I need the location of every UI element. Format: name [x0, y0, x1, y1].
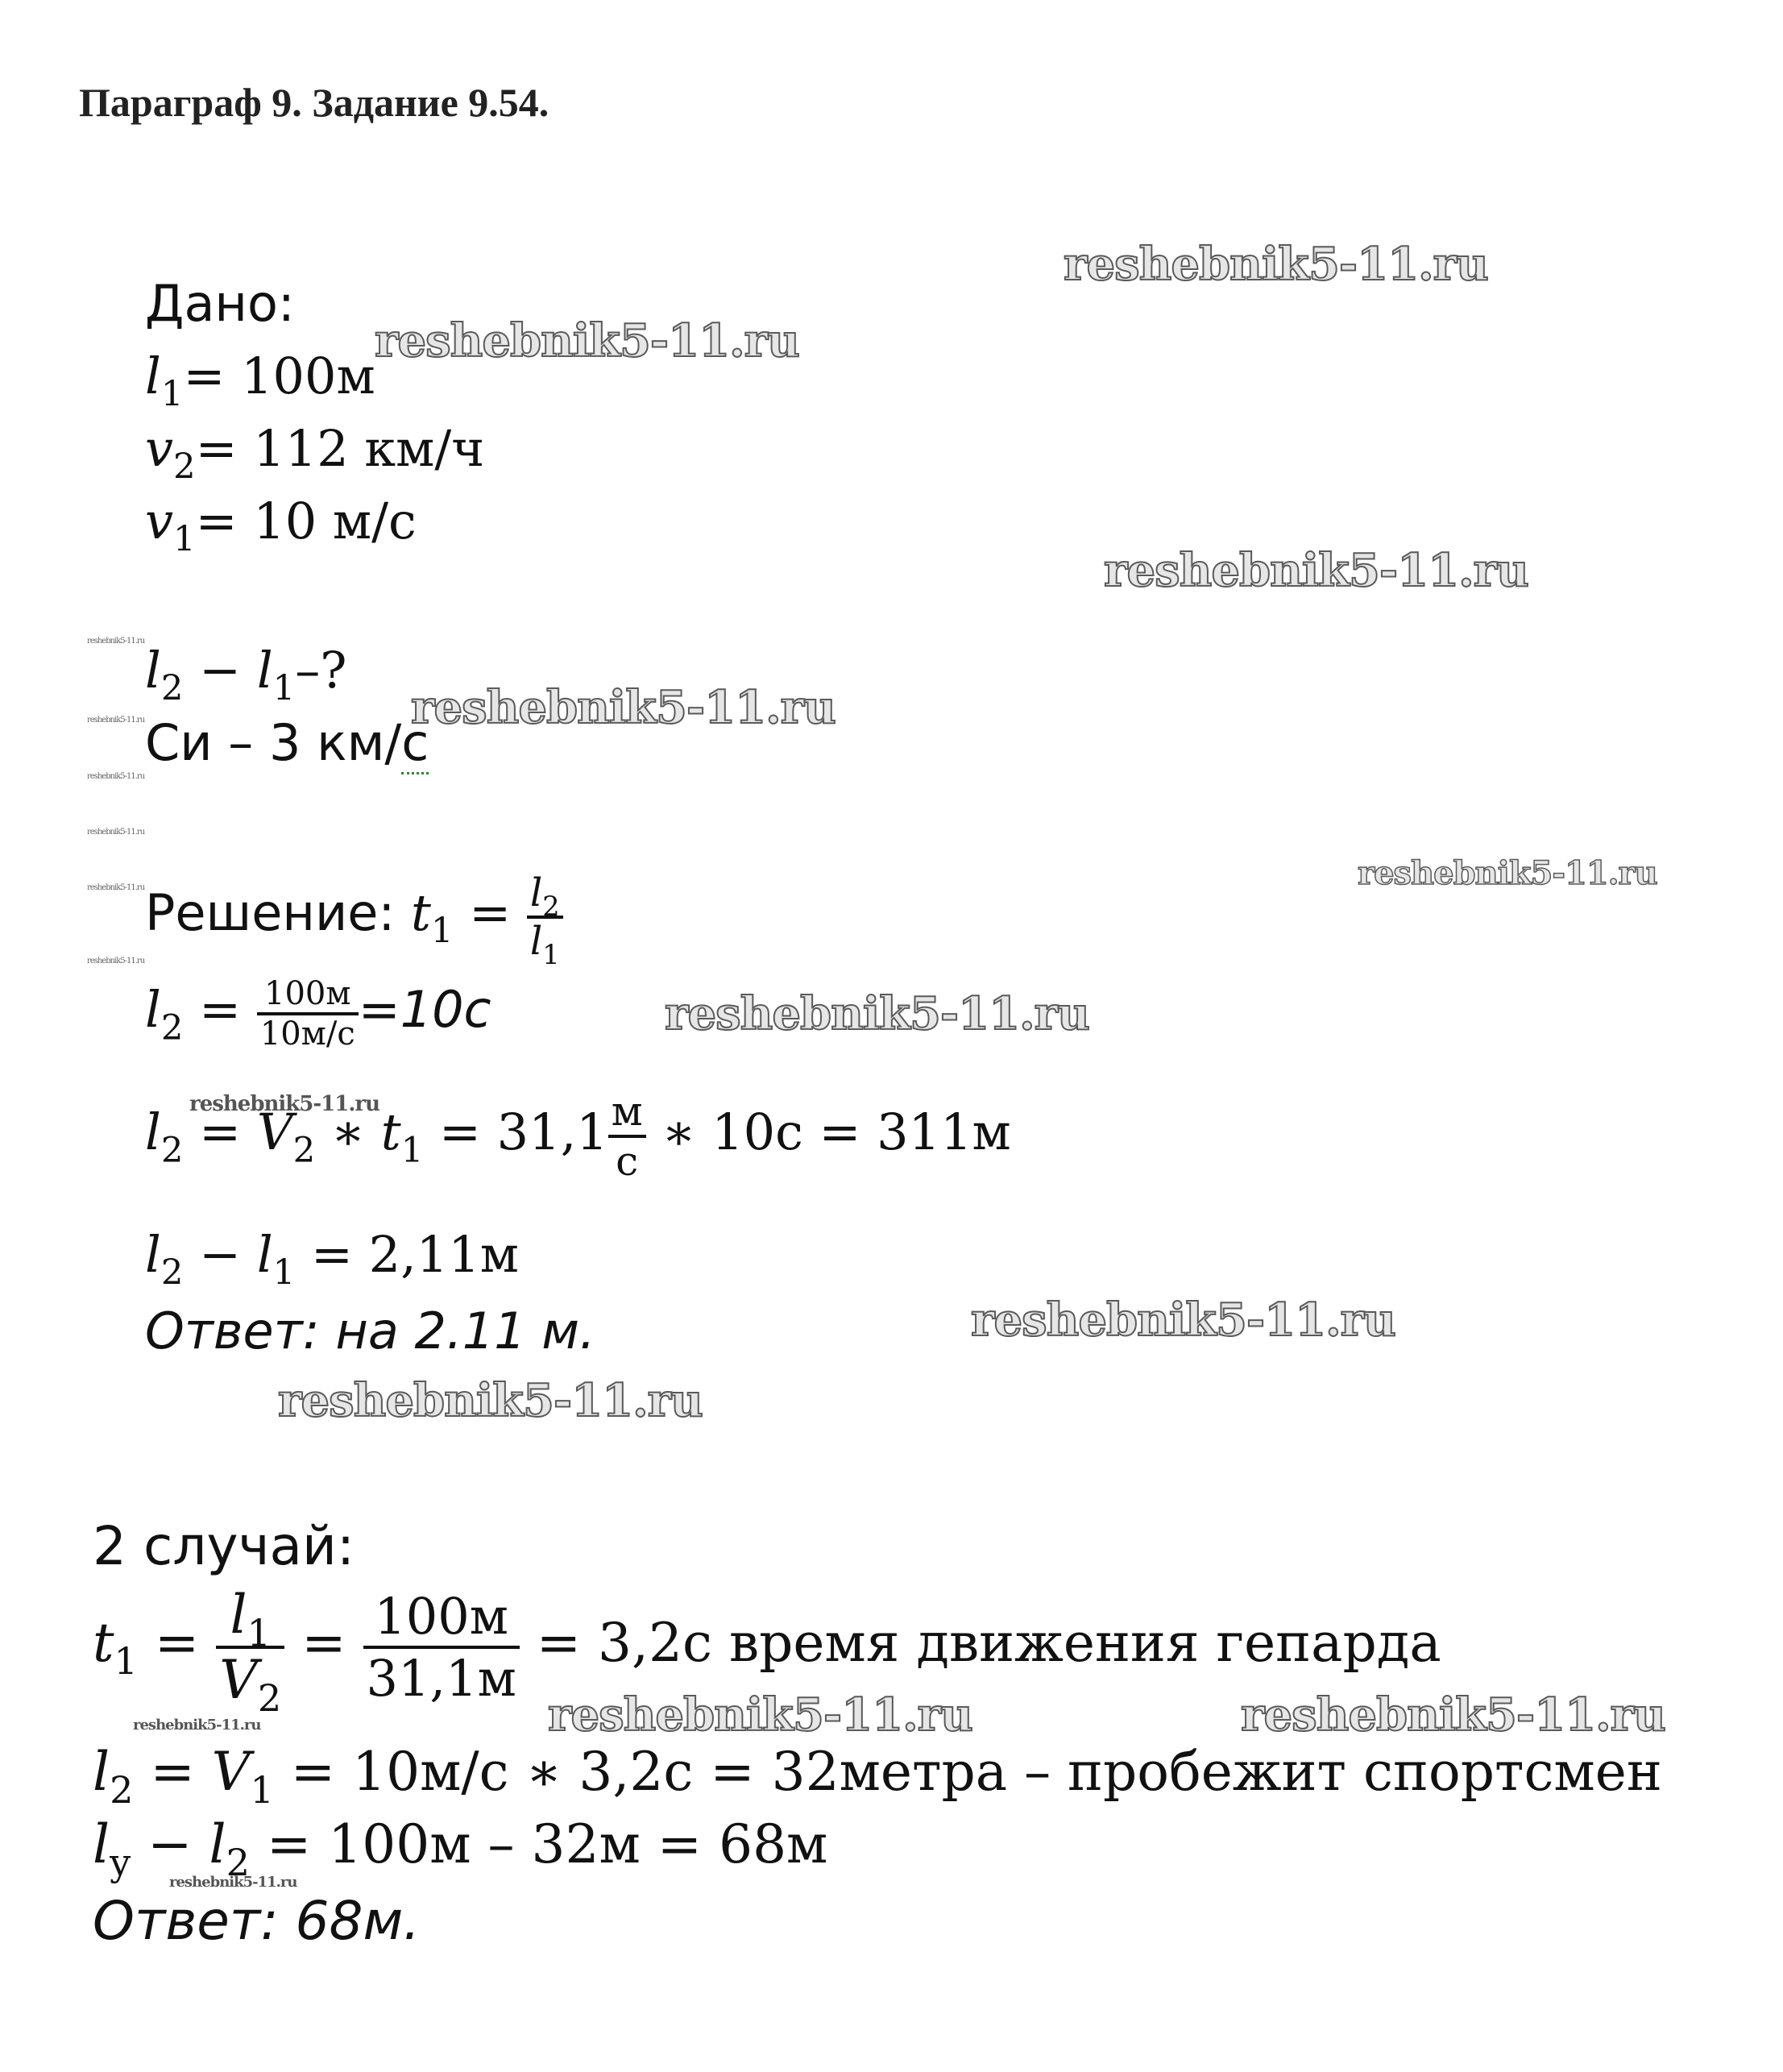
watermark: reshebnik5-11.ru	[665, 987, 1089, 1040]
fraction-100m-over-311m: $\frac{100м}{31,1м}$	[363, 1587, 520, 1708]
case2-label: 2 случай:	[93, 1515, 355, 1577]
solution-line1: Решение: $t_1$ = $\frac{l_2}{l_1}$	[145, 870, 563, 964]
case2-line1: $t_1$ = $\frac{l_1}{V_2}$ = $\frac{100м}{31,1м}$ = 3,2с время движения гепарда	[93, 1584, 1441, 1721]
watermark: reshebnik5-11.ru	[1104, 544, 1528, 597]
solution-line2: $l_2$ = $\frac{100м}{10м/с}$ =10с	[145, 975, 491, 1053]
watermark: reshebnik5-11.ru	[87, 828, 145, 837]
given-label: Дано:	[145, 274, 295, 333]
page-title: Параграф 9. Задание 9.54.	[79, 80, 549, 125]
answer-2: Ответ: 68м.	[93, 1890, 421, 1952]
watermark: reshebnik5-11.ru	[87, 772, 145, 781]
watermark: reshebnik5-11.ru	[971, 1293, 1395, 1347]
find-expression: $l_2 - l_1-$?	[145, 641, 347, 709]
given-l1: $l_1= 100м$	[145, 347, 375, 415]
si-conversion: Си – 3 км/с	[145, 713, 429, 772]
watermark: reshebnik5-11.ru	[548, 1688, 972, 1742]
watermark: reshebnik5-11.ru	[278, 1374, 703, 1427]
watermark: reshebnik5-11.ru	[133, 1717, 261, 1734]
watermark: reshebnik5-11.ru	[1064, 238, 1488, 291]
fraction-m-over-s: $\frac{м}{с}$	[608, 1088, 646, 1185]
fraction-100m-over-10ms: $\frac{100м}{10м/с}$	[257, 975, 359, 1053]
given-v1: $v_1= 10$ м/с	[145, 492, 417, 560]
case2-line2: $l_2 = V_1 = 10м/с$ ∗ 3,2с = 32метра – пробежит спортсмен	[93, 1741, 1662, 1812]
solution-line4: $l_2 - l_1 = 2,11м$	[145, 1225, 519, 1293]
watermark: reshebnik5-11.ru	[87, 716, 145, 725]
watermark: reshebnik5-11.ru	[375, 314, 799, 367]
solution-line3: $l_2 = V_2$ ∗ $t_1 = 31,1$ $\frac{м}{с}$ ∗ 10с = 311м	[145, 1088, 1011, 1185]
watermark: reshebnik5-11.ru	[87, 957, 145, 965]
watermark: reshebnik5-11.ru	[169, 1874, 297, 1891]
watermark: reshebnik5-11.ru	[189, 1092, 380, 1116]
fraction-l2-over-l1: $\frac{l_2}{l_1}$	[527, 870, 563, 964]
watermark: reshebnik5-11.ru	[87, 637, 145, 646]
given-v2: $v_2= 112$ км/ч	[145, 419, 485, 488]
watermark: reshebnik5-11.ru	[1241, 1688, 1665, 1742]
fraction-l1-over-v2: $\frac{l_1}{V_2}$	[216, 1584, 284, 1711]
watermark: reshebnik5-11.ru	[1358, 854, 1657, 892]
watermark: reshebnik5-11.ru	[411, 681, 836, 734]
answer-1: Ответ: на 2.11 м.	[145, 1302, 595, 1360]
case2-line3: $l_y - l_2 = 100м - 32м = 68м$	[93, 1813, 828, 1885]
watermark: reshebnik5-11.ru	[87, 883, 145, 892]
